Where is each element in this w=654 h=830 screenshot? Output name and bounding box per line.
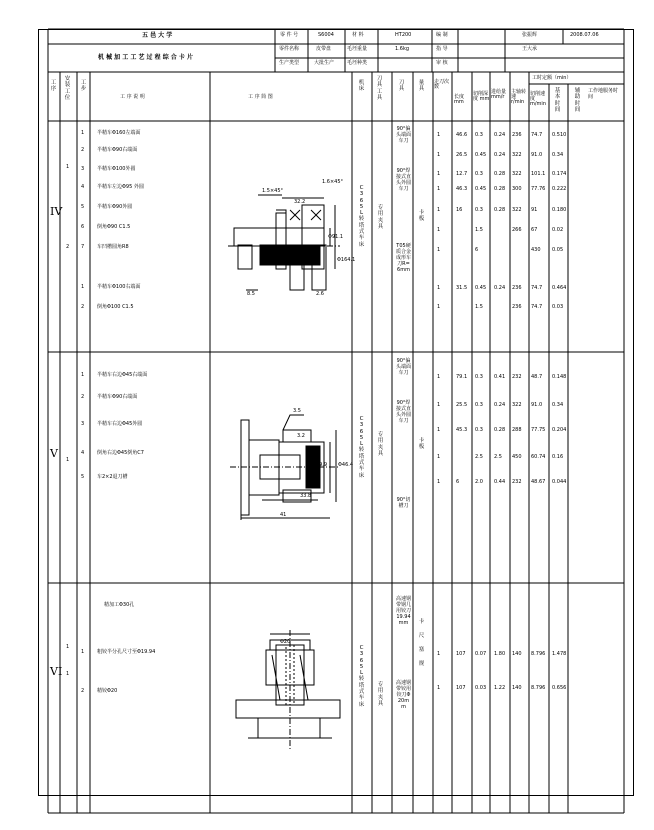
- col-passes: 走刀次数: [434, 79, 450, 90]
- value-cell: 74.7: [531, 304, 543, 310]
- value-cell: 322: [512, 402, 522, 408]
- school-name: 五 邑 大 学: [142, 32, 173, 39]
- value-cell: 0.3: [475, 132, 483, 138]
- gauge: 卡 板: [418, 438, 425, 451]
- value-cell: 1: [437, 285, 441, 291]
- dim-label: 1.6×45°: [322, 179, 344, 185]
- value-cell: 0.464: [552, 285, 567, 291]
- value-cell: 1: [437, 132, 441, 138]
- value-cell: 1.478: [552, 651, 567, 657]
- prod-type-label: 生产类型: [279, 60, 300, 66]
- value-cell: 48.7: [531, 374, 543, 380]
- value-cell: 1: [437, 454, 441, 460]
- col-tool: 刀 具: [398, 80, 405, 93]
- value-cell: 0.03: [475, 685, 487, 691]
- value-cell: 16: [456, 207, 463, 213]
- fixture: 专 用 夹 具: [377, 432, 384, 457]
- tool: 90°偏头端面车刀: [396, 358, 412, 376]
- value-cell: 1: [437, 247, 441, 253]
- col-desc: 工 序 说 明: [120, 94, 145, 100]
- col-machine: 机 床: [358, 80, 365, 93]
- value-cell: 0.3: [475, 427, 483, 433]
- value-cell: 1: [437, 427, 441, 433]
- value-cell: 77.75: [531, 427, 546, 433]
- value-cell: 67: [531, 227, 538, 233]
- value-cell: 0.222: [552, 186, 567, 192]
- fixture: 专 用 夹 具: [377, 682, 384, 707]
- step-number: 4: [81, 450, 85, 456]
- col-t-aux: 辅助时间: [574, 88, 581, 113]
- value-cell: 1: [437, 304, 441, 310]
- value-cell: 1: [437, 186, 441, 192]
- value-cell: 31.5: [456, 285, 468, 291]
- step-number: 1: [81, 130, 85, 136]
- step-number: 3: [81, 166, 85, 172]
- dim-label: 3.5: [293, 408, 301, 414]
- machine: C 3 6 5 L 转 塔 式 车 床: [358, 645, 365, 708]
- value-cell: 91.0: [531, 402, 543, 408]
- value-cell: 0.34: [552, 402, 564, 408]
- value-cell: 77.76: [531, 186, 546, 192]
- col-feed: 进给量 mm/r: [491, 89, 507, 100]
- value-cell: 46.6: [456, 132, 468, 138]
- value-cell: 91: [531, 207, 538, 213]
- value-cell: 0.05: [552, 247, 564, 253]
- material: HT200: [395, 32, 412, 38]
- dim-label: 41: [280, 512, 287, 518]
- dim-label: Φ91.1: [328, 234, 344, 240]
- value-cell: 0.44: [494, 479, 506, 485]
- value-cell: 2.5: [494, 454, 502, 460]
- value-cell: 91.0: [531, 152, 543, 158]
- step-description: 精加工Φ30孔: [104, 602, 135, 608]
- step-description: 半精车Φ90右端面: [97, 147, 138, 153]
- value-cell: 322: [512, 207, 522, 213]
- step-number: 4: [81, 184, 85, 190]
- value-cell: 0.24: [494, 152, 506, 158]
- col-install: 安 装 工 位: [64, 76, 71, 101]
- value-cell: 46.3: [456, 186, 468, 192]
- part-no-label: 零 件 号: [280, 32, 299, 38]
- dim-label: 1.5×45°: [262, 188, 284, 194]
- value-cell: 1.22: [494, 685, 506, 691]
- review-label: 审 核: [436, 60, 448, 66]
- value-cell: 0.28: [494, 186, 506, 192]
- value-cell: 1: [437, 152, 441, 158]
- value-cell: 1: [437, 374, 441, 380]
- value-cell: 45.3: [456, 427, 468, 433]
- value-cell: 0.16: [552, 454, 564, 460]
- col-time-group: 工时定额（min）: [532, 75, 572, 81]
- step-number: 1: [81, 284, 85, 290]
- step-description: 半精车左边Φ95 外圆: [97, 184, 144, 190]
- blank-weight-label: 毛坯重量: [347, 46, 368, 52]
- value-cell: 1.5: [475, 227, 483, 233]
- advisor: 王大承: [522, 46, 538, 52]
- material-label: 材 料: [352, 32, 364, 38]
- install-no: 2: [66, 244, 70, 250]
- value-cell: 322: [512, 152, 522, 158]
- step-number: 6: [81, 224, 85, 230]
- value-cell: 0.174: [552, 171, 567, 177]
- value-cell: 0.24: [494, 402, 506, 408]
- value-cell: 0.180: [552, 207, 567, 213]
- fixture: 专 用 夹 具: [377, 205, 384, 230]
- value-cell: 0.45: [475, 152, 487, 158]
- drawn-label: 编 制: [436, 32, 448, 38]
- step-description: 精铰Φ20: [97, 688, 118, 694]
- dim-label: Φ20: [280, 639, 291, 645]
- col-gauge: 量 具: [418, 80, 425, 93]
- value-cell: 1.5: [475, 304, 483, 310]
- blank-type-label: 毛坯种类: [347, 60, 368, 66]
- value-cell: 140: [512, 685, 522, 691]
- dim-label: 2.6: [316, 291, 324, 297]
- value-cell: 101.1: [531, 171, 546, 177]
- drawn-by: 张振辉: [522, 32, 538, 38]
- value-cell: 6: [456, 479, 460, 485]
- step-description: 粗铰半分孔尺寸至Φ19.94: [97, 649, 156, 655]
- tool: 高速钢带铰用铰刀Φ20mm: [396, 680, 412, 710]
- col-step: 工 步: [80, 80, 87, 93]
- value-cell: 1: [437, 651, 441, 657]
- part-name-label: 零件名称: [279, 46, 300, 52]
- step-description: 半精车Φ100外圆: [97, 166, 136, 172]
- value-cell: 0.45: [475, 186, 487, 192]
- value-cell: 0.41: [494, 374, 506, 380]
- step-description: 倒角Φ90 C1.5: [97, 224, 131, 230]
- value-cell: 232: [512, 374, 522, 380]
- value-cell: 1: [437, 171, 441, 177]
- step-description: 半精车Φ100右端面: [97, 284, 141, 290]
- install-no: 1: [66, 164, 70, 170]
- value-cell: 322: [512, 171, 522, 177]
- value-cell: 12.7: [456, 171, 468, 177]
- step-number: 2: [81, 394, 85, 400]
- value-cell: 0.656: [552, 685, 567, 691]
- step-description: 半精车右边Φ45外圆: [97, 421, 143, 427]
- col-depth: 长度 mm: [454, 94, 465, 105]
- value-cell: 0.3: [475, 402, 483, 408]
- dim-label: Φ46.4: [338, 462, 354, 468]
- value-cell: 0.3: [475, 207, 483, 213]
- col-cut-depth: 切削深度 mm: [473, 91, 490, 102]
- value-cell: 232: [512, 479, 522, 485]
- dim-label: 33.8: [300, 493, 312, 499]
- value-cell: 79.1: [456, 374, 468, 380]
- gauge: 卡 尺 塞 规: [418, 619, 425, 667]
- step-number: 2: [81, 304, 85, 310]
- value-cell: 0.03: [552, 304, 564, 310]
- value-cell: 74.7: [531, 285, 543, 291]
- value-cell: 0.28: [494, 207, 506, 213]
- value-cell: 0.510: [552, 132, 567, 138]
- tool: 90°偏头端面车刀: [396, 126, 412, 144]
- value-cell: 236: [512, 132, 522, 138]
- value-cell: 266: [512, 227, 522, 233]
- value-cell: 8.796: [531, 685, 546, 691]
- step-description: 半精车Φ90外圆: [97, 204, 133, 210]
- step-number: 2: [81, 688, 85, 694]
- tool: 高速钢带钢几用铰刀19.94mm: [396, 596, 412, 626]
- value-cell: 0.044: [552, 479, 567, 485]
- step-number: 7: [81, 244, 85, 250]
- step-description: 倒角右边Φ45倒角C7: [97, 450, 144, 456]
- value-cell: 0.24: [494, 132, 506, 138]
- value-cell: 107: [456, 651, 466, 657]
- machine: C 3 6 5 L 转 塔 式 车 床: [358, 416, 365, 479]
- step-description: 倒角Φ100 C1.5: [97, 304, 134, 310]
- value-cell: 0.24: [494, 285, 506, 291]
- card-title: 机 械 加 工 工 艺 过 程 综 合 卡 片: [98, 54, 193, 61]
- value-cell: 288: [512, 427, 522, 433]
- col-sketch: 工 序 简 图: [248, 94, 273, 100]
- value-cell: 0.34: [552, 152, 564, 158]
- value-cell: 236: [512, 285, 522, 291]
- col-process: 工 序: [50, 80, 57, 93]
- advisor-label: 指 导: [436, 46, 448, 52]
- sketch-vi: [236, 630, 340, 750]
- col-t-serv: 工作地服务时间: [588, 88, 619, 100]
- install-no: 1: [66, 457, 70, 463]
- col-speed: 主轴转速 r/min: [511, 89, 527, 105]
- value-cell: 0.07: [475, 651, 487, 657]
- step-description: 半精车Φ160左端面: [97, 130, 141, 136]
- dim-label: 32.2: [294, 199, 306, 205]
- step-description: 车2×2退刀槽: [97, 474, 128, 480]
- value-cell: 107: [456, 685, 466, 691]
- step-description: 半精车右边Φ45右端面: [97, 372, 148, 378]
- col-t-basic: 基本时间: [554, 88, 561, 113]
- value-cell: 0.204: [552, 427, 567, 433]
- process-roman-vi: VI: [50, 665, 63, 678]
- col-vel: 切削速度 m/min: [530, 91, 546, 107]
- part-no: S6004: [318, 32, 334, 38]
- value-cell: 1: [437, 479, 441, 485]
- value-cell: 6: [475, 247, 479, 253]
- value-cell: 25.5: [456, 402, 468, 408]
- value-cell: 236: [512, 304, 522, 310]
- value-cell: 0.28: [494, 171, 506, 177]
- step-number: 1: [81, 649, 85, 655]
- value-cell: 8.796: [531, 651, 546, 657]
- value-cell: 0.45: [475, 285, 487, 291]
- step-description: 车凹槽圆角R8: [97, 244, 129, 250]
- process-roman-iv: IV: [50, 205, 63, 218]
- col-fixture: 刀具 工 具: [376, 76, 383, 101]
- value-cell: 2.0: [475, 479, 483, 485]
- tool: 90°焊接式直头外圆车刀: [396, 400, 412, 424]
- value-cell: 0.3: [475, 374, 483, 380]
- dim-label: Φ39.9: [312, 462, 328, 468]
- step-description: 半精车Φ90右端面: [97, 394, 138, 400]
- part-name: 皮带盘: [316, 46, 332, 52]
- step-number: 5: [81, 474, 85, 480]
- tool: 90°切槽刀: [396, 497, 411, 509]
- machine: C 3 6 5 L 转 塔 式 车 床: [358, 185, 365, 248]
- value-cell: 1.80: [494, 651, 506, 657]
- value-cell: 48.67: [531, 479, 546, 485]
- tool: 90°焊接式直头外圆车刀: [396, 168, 412, 192]
- step-number: 1: [81, 372, 85, 378]
- value-cell: 2.5: [475, 454, 483, 460]
- tool: T05硬质合金成形车刀R=6mm: [396, 243, 412, 273]
- sketch-iv: [228, 195, 340, 290]
- value-cell: 0.3: [475, 171, 483, 177]
- dim-label: 3.2: [297, 433, 305, 439]
- value-cell: 450: [512, 454, 522, 460]
- gauge: 卡 板: [418, 210, 425, 223]
- value-cell: 1: [437, 207, 441, 213]
- value-cell: 1: [437, 227, 441, 233]
- step-number: 5: [81, 204, 85, 210]
- step-number: 2: [81, 147, 85, 153]
- dim-label: 8.5: [247, 291, 255, 297]
- date: 2008.07.06: [570, 32, 599, 38]
- value-cell: 1: [437, 402, 441, 408]
- prod-type: 大批生产: [314, 60, 335, 66]
- process-roman-v: V: [50, 447, 58, 460]
- value-cell: 60.74: [531, 454, 546, 460]
- blank-weight: 1.6kg: [395, 46, 410, 52]
- value-cell: 0.28: [494, 427, 506, 433]
- step-number: 3: [81, 421, 85, 427]
- value-cell: 1: [437, 685, 441, 691]
- value-cell: 140: [512, 651, 522, 657]
- install-no: 1: [66, 644, 70, 650]
- install-no: 1: [66, 671, 70, 677]
- value-cell: 300: [512, 186, 522, 192]
- value-cell: 26.5: [456, 152, 468, 158]
- value-cell: 430: [531, 247, 541, 253]
- value-cell: 0.02: [552, 227, 564, 233]
- dim-label: Φ164.1: [337, 257, 356, 263]
- value-cell: 74.7: [531, 132, 543, 138]
- value-cell: 0.148: [552, 374, 567, 380]
